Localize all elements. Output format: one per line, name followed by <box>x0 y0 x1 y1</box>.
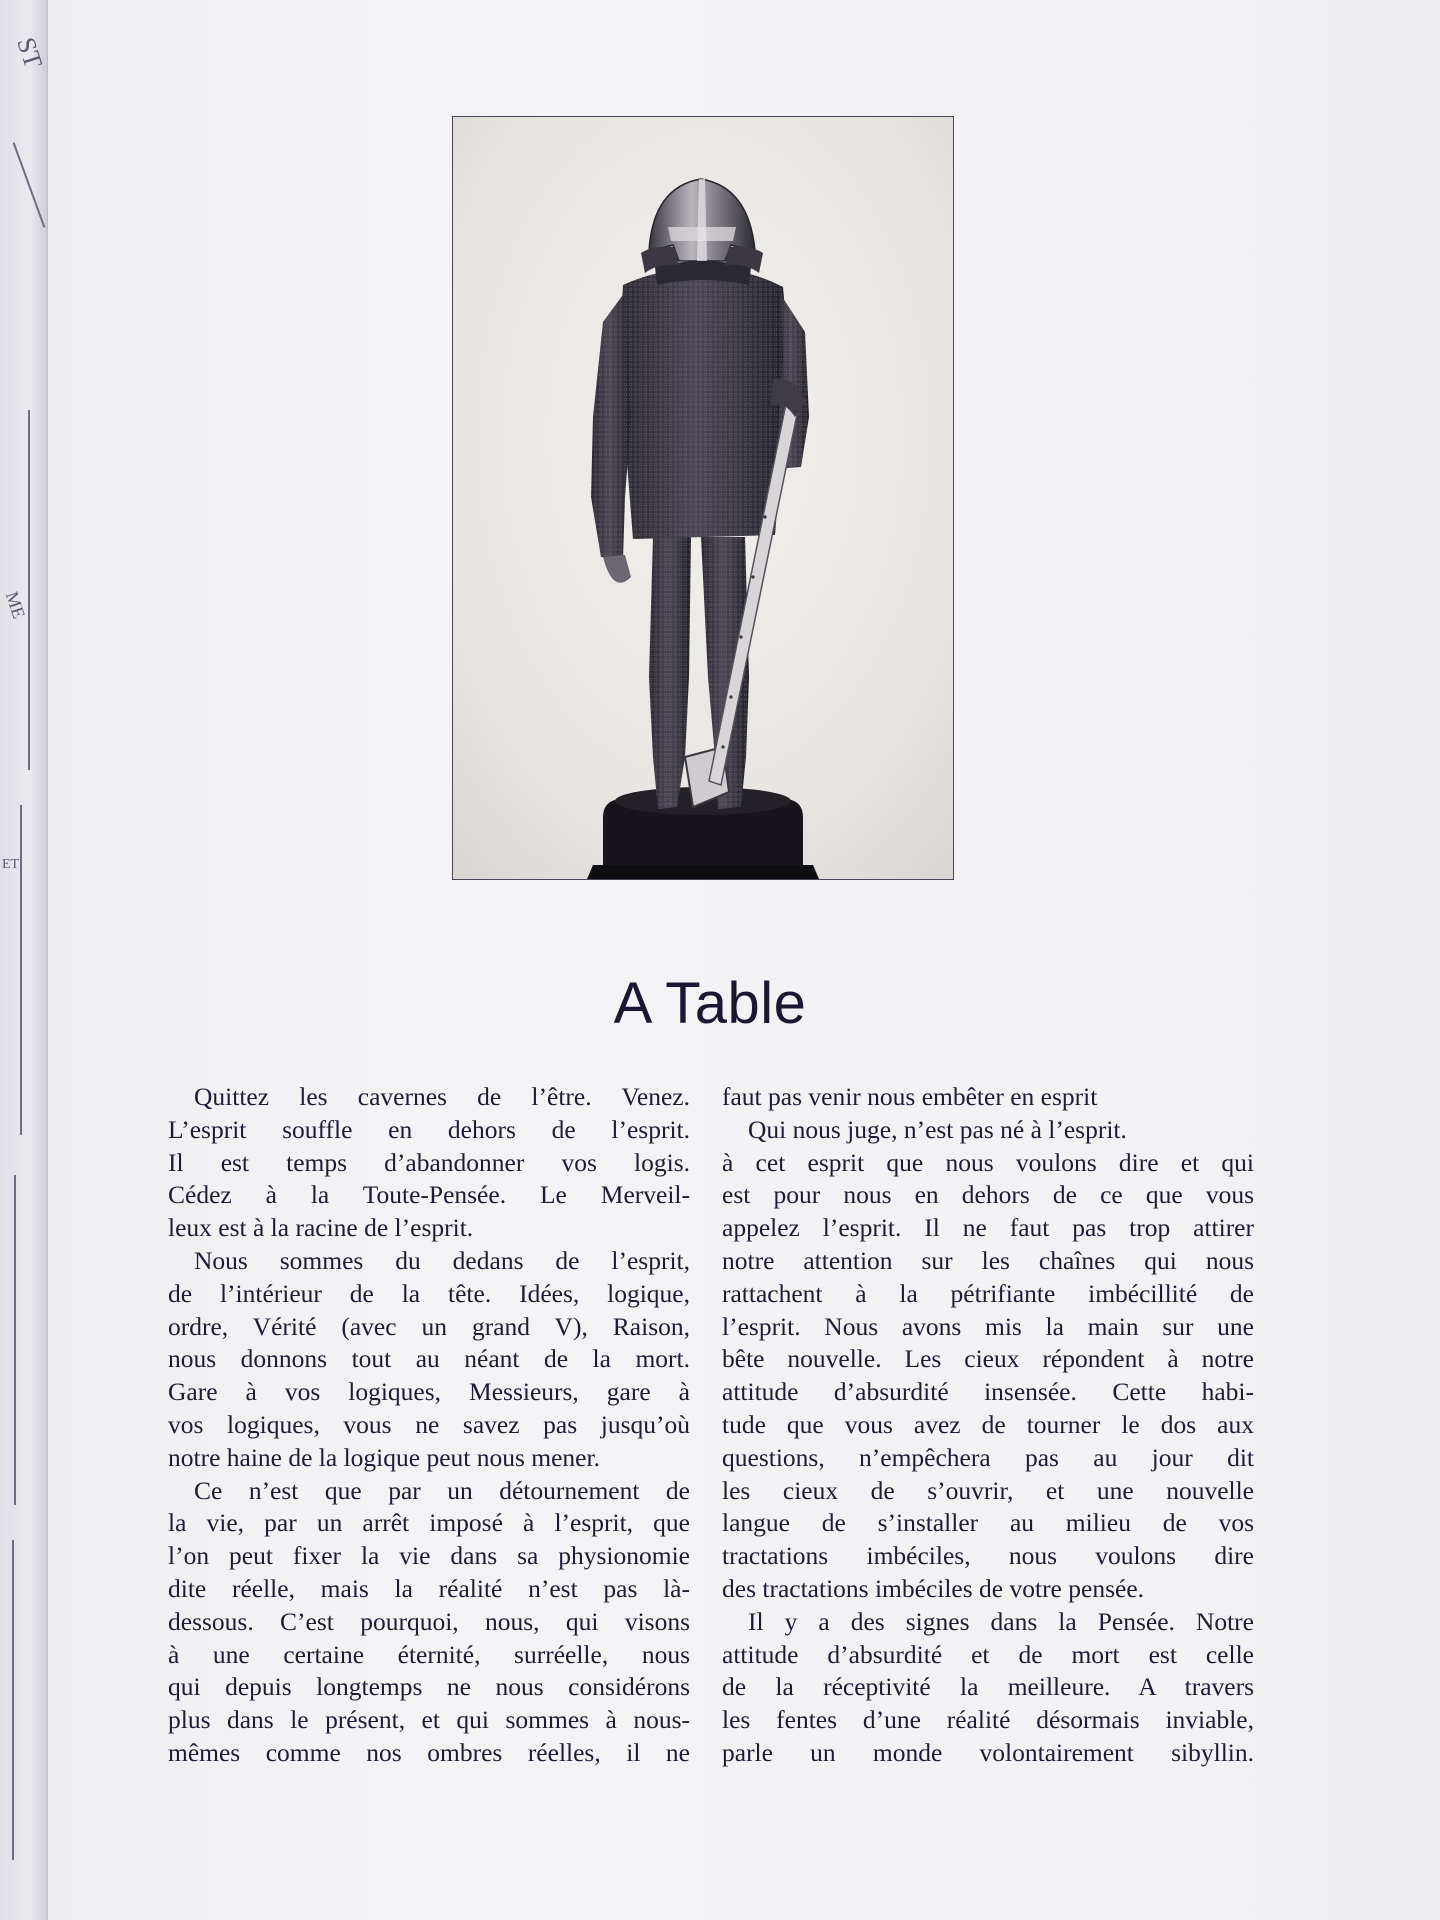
text-line: bête nouvelle. Les cieux répondent à notre <box>722 1344 1254 1374</box>
right-text-column <box>722 1081 1254 1770</box>
text-line: Gare à vos logiques, Messieurs, gare à <box>168 1377 690 1407</box>
text-line: questions, n’empêchera pas au jour dit <box>722 1442 1254 1472</box>
text-line: Il est temps d’abandonner vos logis. <box>168 1147 690 1177</box>
text-line: Il y a des signes dans la Pensée. Notre <box>748 1606 1254 1636</box>
facing-page-fragment-top: ST <box>11 33 48 72</box>
article-title: A Table <box>613 971 807 1036</box>
text-line: langue de s’installer au milieu de vos <box>722 1508 1254 1538</box>
facing-page-edge <box>0 0 48 1920</box>
left-text-column <box>168 1081 690 1770</box>
text-line: dite réelle, mais la réalité n’est pas là- <box>168 1573 690 1603</box>
text-line: L’esprit souffle en dehors de l’esprit. <box>168 1114 690 1144</box>
text-line: la vie, par un arrêt imposé à l’esprit, que <box>168 1508 690 1538</box>
text-line: plus dans le présent, et qui sommes à nous- <box>168 1705 690 1735</box>
facing-page-fragment-lower: ET <box>2 857 20 872</box>
text-line: les cieux de s’ouvrir, et une nouvelle <box>722 1475 1254 1505</box>
text-line: l’esprit. Nous avons mis la main sur une <box>722 1311 1254 1341</box>
text-line: dessous. C’est pourquoi, nous, qui visons <box>168 1606 690 1636</box>
paragraph <box>168 1245 690 1475</box>
text-line: Ce n’est que par un détournement de <box>194 1475 690 1505</box>
facing-page-fragment-middle: ME <box>1 589 30 621</box>
paragraph <box>722 1081 1254 1114</box>
text-line: faut pas venir nous embêter en esprit <box>722 1082 1098 1111</box>
paragraph <box>722 1114 1254 1606</box>
paragraph <box>722 1606 1254 1770</box>
text-line: l’on peut fixer la vie dans sa physionomie <box>168 1541 690 1571</box>
text-line: appelez l’esprit. Il ne faut pas trop attirer <box>722 1213 1254 1243</box>
text-line: leux est à la racine de l’esprit. <box>168 1213 474 1243</box>
text-line: des tractations imbéciles de votre pensée. <box>722 1573 1145 1603</box>
text-line: les fentes d’une réalité désormais inviable, <box>722 1705 1254 1735</box>
text-line: Quittez les cavernes de l’être. Venez. <box>194 1082 690 1111</box>
text-line: Qui nous juge, n’est pas né à l’esprit. <box>748 1114 1127 1144</box>
text-line: à cet esprit que nous voulons dire et qui <box>722 1147 1254 1177</box>
text-line: vos logiques, vous ne savez pas jusqu’où <box>168 1409 690 1439</box>
text-line: nous donnons tout au néant de la mort. <box>168 1344 690 1374</box>
text-line: Cédez à la Toute-Pensée. Le Merveil- <box>168 1180 690 1210</box>
text-line: qui depuis longtemps ne nous considérons <box>168 1672 690 1702</box>
photograph-plate <box>452 116 954 880</box>
text-line: de l’intérieur de la tête. Idées, logique, <box>168 1278 690 1308</box>
paragraph <box>168 1475 690 1770</box>
text-line: tractations imbéciles, nous voulons dire <box>722 1541 1254 1571</box>
text-line: tude que vous avez de tourner le dos aux <box>722 1409 1254 1439</box>
text-line: à une certaine éternité, surréelle, nous <box>168 1639 690 1669</box>
paragraph <box>168 1081 690 1245</box>
text-line: de la réceptivité la meilleure. A travers <box>722 1672 1254 1702</box>
text-line: parle un monde volontairement sibyllin. <box>722 1737 1254 1767</box>
text-line: est pour nous en dehors de ce que vous <box>722 1180 1254 1210</box>
text-line: attitude d’absurdité et de mort est celle <box>722 1639 1254 1669</box>
armored-figure-photo <box>453 117 953 879</box>
text-line: notre attention sur les chaînes qui nous <box>722 1245 1254 1275</box>
text-line: mêmes comme nos ombres réelles, il ne <box>168 1737 690 1767</box>
text-line: ordre, Vérité (avec un grand V), Raison, <box>168 1311 690 1341</box>
text-line: attitude d’absurdité insensée. Cette habi- <box>722 1377 1254 1407</box>
text-line: rattachent à la pétrifiante imbécillité de <box>722 1278 1254 1308</box>
text-line: Nous sommes du dedans de l’esprit, <box>194 1245 690 1275</box>
text-line: notre haine de la logique peut nous mener. <box>168 1442 600 1472</box>
